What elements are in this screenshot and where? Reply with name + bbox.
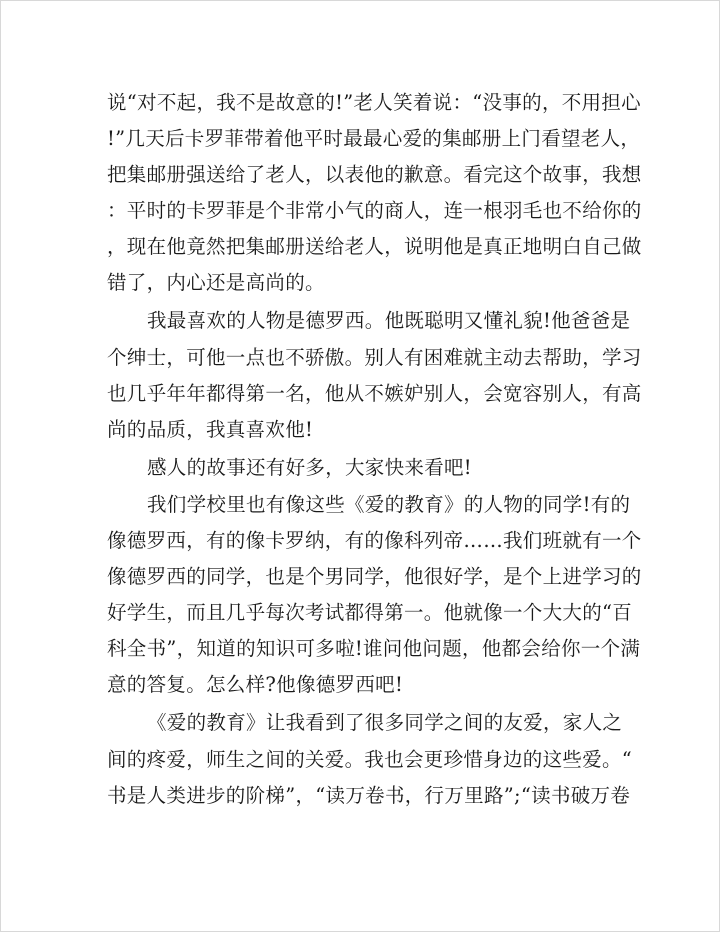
text-line: 感人的故事还有好多，大家快来看吧! [147,456,472,479]
text-line: 好学生，而且几乎每次考试都得第一。他就像一个大大的“百 [107,601,633,624]
text-line: 错了，内心还是高尚的。 [107,271,325,294]
text-line: 我们学校里也有像这些《爱的教育》的人物的同学!有的 [147,493,631,516]
text-line: 把集邮册强送给了老人，以表他的歉意。看完这个故事，我想 [107,163,642,186]
text-line: ：平时的卡罗菲是个非常小气的商人，连一根羽毛也不给你的 [107,199,642,222]
text-line: 尚的品质，我真喜欢他! [107,418,314,441]
text-line: 意的答复。怎么样?他像德罗西吧! [107,673,404,696]
text-line: 像德罗西，有的像卡罗纳，有的像科列帝……我们班就有一个 [107,529,642,552]
text-line: 说“对不起，我不是故意的!”老人笑着说：“没事的，不用担心 [107,91,641,114]
text-line: ，现在他竟然把集邮册送给老人，说明他是真正地明白自己做 [107,235,642,258]
text-line: 科全书”，知道的知识可多啦!谁问他问题，他都会给你一个满 [107,637,641,660]
text-line: 书是人类进步的阶梯”，“读万卷书，行万里路”;“读书破万卷 [107,784,631,807]
text-line: 像德罗西的同学，也是个男同学，他很好学，是个上进学习的 [107,565,642,588]
text-line: !”几天后卡罗菲带着他平时最最心爱的集邮册上门看望老人， [107,127,641,150]
text-line: 我最喜欢的人物是德罗西。他既聪明又懂礼貌!他爸爸是 [147,309,631,332]
text-line: 个绅士，可他一点也不骄傲。别人有困难就主动去帮助，学习 [107,346,642,369]
text-line: 也几乎年年都得第一名，他从不嫉妒别人，会宽容别人，有高 [107,382,642,405]
text-line: 《爱的教育》让我看到了很多同学之间的友爱，家人之 [147,711,623,734]
text-line: 间的疼爱，师生之间的关爱。我也会更珍惜身边的这些爱。“ [107,748,633,771]
